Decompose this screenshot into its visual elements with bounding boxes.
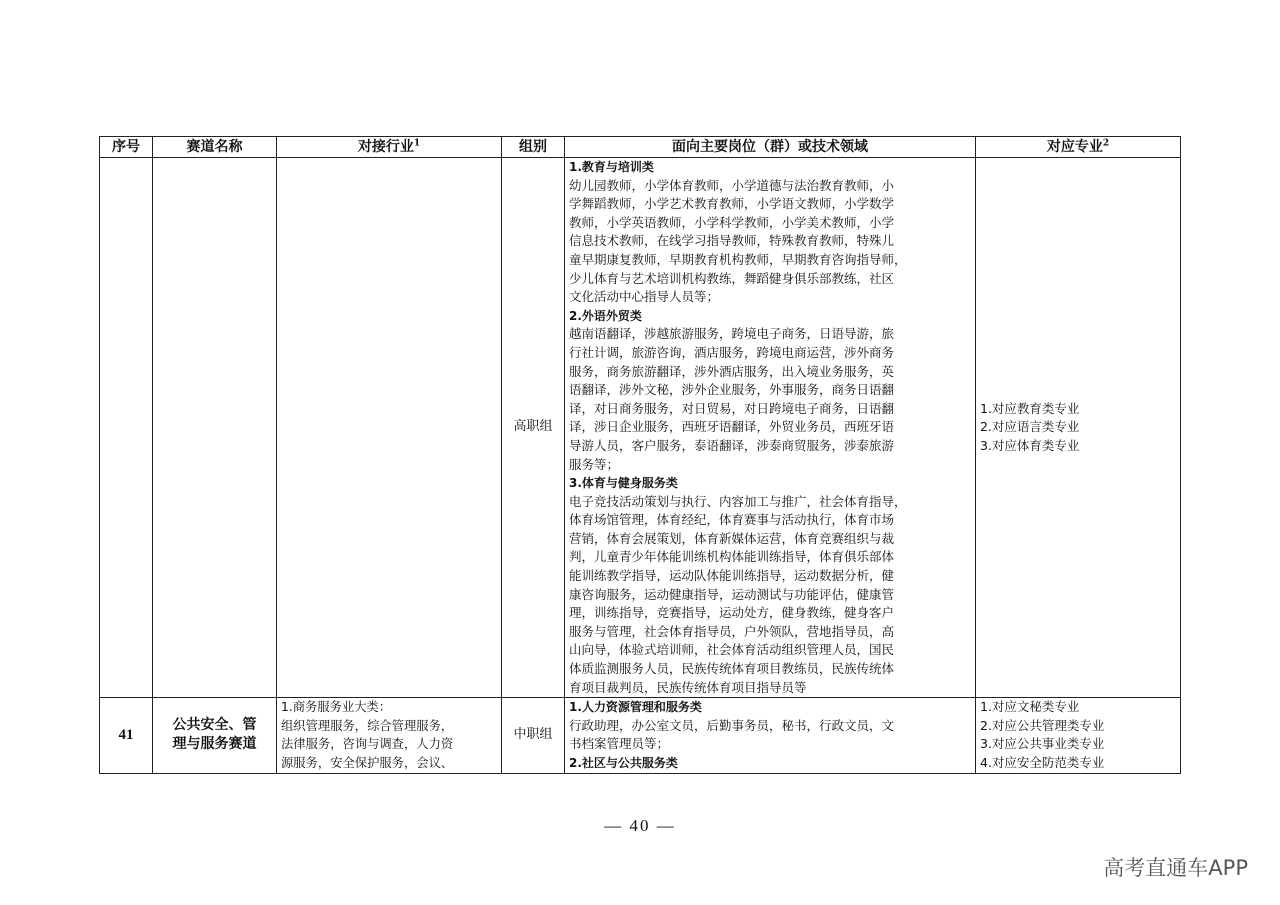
header-majors-footnote: 2 (1102, 138, 1110, 149)
position-category-title: 2.社区与公共服务类 (569, 756, 678, 770)
position-text-line: 营销，体育会展策划，体育新媒体运营，体育竞赛组织与裁 (569, 530, 895, 546)
position-text-line: 山向导，体验式培训师，社会体育活动组织管理人员，国民 (569, 642, 895, 658)
seq-cell (100, 158, 153, 698)
track-name-line: 理与服务赛道 (172, 736, 257, 753)
position-text-line: 康咨询服务，运动健康指导，运动测试与功能评估，健康管 (569, 586, 895, 602)
positions-cell (565, 158, 976, 698)
industry-cell (277, 158, 502, 698)
header-row (100, 137, 1181, 158)
position-text-line: 能训练教学指导，运动队体能训练指导，运动数据分析，健 (569, 568, 895, 584)
position-text-line: 育项目裁判员，民族传统体育项目指导员等 (569, 679, 807, 695)
major-item: 3.对应体育类专业 (980, 437, 1080, 453)
position-text-line: 童早期康复教师，早期教育机构教师，早期教育咨询指导师， (569, 251, 907, 267)
position-text-line: 语翻译，涉外文秘，涉外企业服务，外事服务，商务日语翻 (569, 382, 895, 398)
major-item: 1.对应教育类专业 (980, 400, 1080, 416)
position-text-line: 体质监测服务人员，民族传统体育项目教练员，民族传统体 (569, 661, 895, 677)
header-group: 组别 (502, 137, 565, 158)
major-item: 2.对应语言类专业 (980, 419, 1080, 435)
header-industry-footnote: 1 (413, 138, 421, 149)
header-track: 赛道名称 (153, 137, 277, 158)
majors-cell (976, 698, 1181, 773)
track-cell (153, 158, 277, 698)
industry-text-line: 法律服务，咨询与调查，人力资 (281, 737, 454, 752)
header-industry-label: 对接行业 (357, 139, 414, 155)
page-number: — 40 — (604, 816, 676, 835)
positions-cell (565, 698, 976, 773)
position-text-line: 译，对日商务服务，对日贸易，对日跨境电子商务，日语翻 (569, 400, 895, 416)
table-row (100, 158, 1181, 698)
position-text-line: 幼儿园教师，小学体育教师，小学道德与法治教育教师，小 (569, 177, 895, 193)
position-text-line: 信息技术教师，在线学习指导教师，特殊教育教师，特殊儿 (569, 233, 895, 249)
header-industry (277, 137, 502, 158)
major-item: 3.对应公共事业类专业 (980, 736, 1105, 752)
position-text-line: 行政助理，办公室文员，后勤事务员，秘书，行政文员，文 (569, 717, 895, 733)
watermark-label: 高考直通车APP (1103, 856, 1248, 880)
industry-cell (277, 698, 502, 773)
track-cell (153, 698, 277, 773)
position-text-line: 电子竞技活动策划与执行、内容加工与推广，社会体育指导， (569, 493, 907, 509)
position-text-line: 体育场馆管理，体育经纪，体育赛事与活动执行，体育市场 (569, 512, 895, 528)
position-category-title: 1.人力资源管理和服务类 (569, 700, 702, 715)
industry-text-line: 源服务，安全保护服务，会议、 (281, 755, 454, 770)
group-cell: 高职组 (502, 158, 565, 698)
competition-table (99, 136, 1181, 774)
position-text-line: 服务与管理，社会体育指导员，户外领队，营地指导员，高 (569, 623, 895, 639)
position-text-line: 导游人员，客户服务，泰语翻译，涉泰商贸服务，涉泰旅游 (569, 437, 895, 453)
position-text-line: 理，训练指导，竞赛指导，运动处方，健身教练，健身客户 (569, 605, 895, 621)
header-seq: 序号 (100, 137, 153, 158)
position-text-line: 行社计调，旅游咨询，酒店服务，跨境电商运营，涉外商务 (569, 344, 895, 360)
position-text-line: 文化活动中心指导人员等； (569, 289, 720, 305)
group-cell: 中职组 (502, 698, 565, 773)
position-text-line: 教师，小学英语教师，小学科学教师，小学美术教师，小学 (569, 214, 895, 230)
major-item: 4.对应安全防范类专业 (980, 754, 1105, 770)
industry-category-title: 1.商务服务业大类： (281, 700, 392, 715)
position-text-line: 书档案管理员等； (569, 736, 670, 752)
position-text-line: 学舞蹈教师，小学艺术教育教师，小学语文教师，小学数学 (569, 196, 895, 212)
position-text-line: 译，涉日企业服务，西班牙语翻译，外贸业务员，西班牙语 (569, 419, 895, 435)
position-text-line: 判，儿童青少年体能训练机构体能训练指导，体育俱乐部体 (569, 549, 895, 565)
table-row (100, 698, 1181, 773)
header-positions: 面向主要岗位（群）或技术领域 (565, 137, 976, 158)
position-category-title: 3.体育与健身服务类 (569, 476, 678, 491)
header-majors (976, 137, 1181, 158)
position-text-line: 服务等； (569, 456, 620, 472)
position-category-title: 1.教育与培训类 (569, 160, 654, 174)
position-text-line: 越南语翻译，涉越旅游服务，跨境电子商务，日语导游，旅 (569, 326, 895, 342)
position-text-line: 服务，商务旅游翻译，涉外酒店服务，出入境业务服务，英 (569, 363, 895, 379)
seq-cell: 41 (100, 698, 153, 773)
industry-text-line: 组织管理服务，综合管理服务， (281, 718, 454, 733)
position-text-line: 少儿体育与艺术培训机构教练，舞蹈健身俱乐部教练，社区 (569, 270, 895, 286)
major-item: 2.对应公共管理类专业 (980, 717, 1105, 733)
major-item: 1.对应文秘类专业 (980, 699, 1080, 715)
majors-cell (976, 158, 1181, 698)
position-category-title: 2.外语外贸类 (569, 308, 642, 323)
header-majors-label: 对应专业 (1046, 139, 1103, 155)
track-name-line: 公共安全、管 (172, 717, 257, 734)
